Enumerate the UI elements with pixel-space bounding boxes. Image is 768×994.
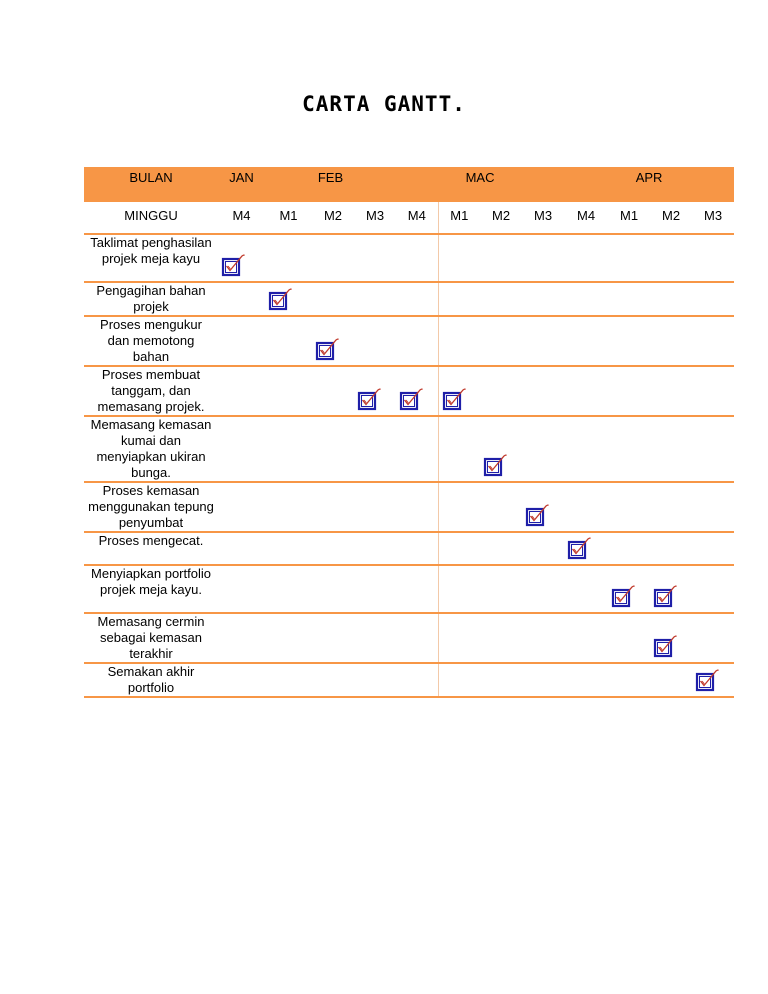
table-row xyxy=(84,366,734,416)
week-slot xyxy=(522,416,564,482)
week-slot xyxy=(608,234,650,282)
week-slot xyxy=(218,416,265,482)
week-slot xyxy=(265,416,312,482)
week-slot xyxy=(312,366,354,416)
week-slot xyxy=(564,532,608,565)
week-slot xyxy=(480,663,522,697)
week-slot xyxy=(692,416,734,482)
week-slot xyxy=(692,532,734,565)
week-slot xyxy=(480,282,522,316)
week-slot xyxy=(608,366,650,416)
week-slot xyxy=(396,316,438,366)
month-feb: FEB xyxy=(265,168,396,202)
week-slot xyxy=(312,316,354,366)
week-slot xyxy=(522,316,564,366)
table-row xyxy=(84,565,734,613)
week-slot xyxy=(650,482,692,532)
week-slot xyxy=(564,282,608,316)
activity-label: Proses mengecat. xyxy=(84,532,218,565)
checkmark-icon xyxy=(567,536,591,560)
week-slot xyxy=(312,663,354,697)
week-slot xyxy=(650,366,692,416)
week-slot xyxy=(480,613,522,663)
week-slot xyxy=(564,234,608,282)
week-slot xyxy=(218,282,265,316)
week-slot xyxy=(265,316,312,366)
week-slot xyxy=(650,613,692,663)
checkmark-icon xyxy=(442,387,466,411)
week-slot xyxy=(396,613,438,663)
week-slot xyxy=(265,366,312,416)
week-slot xyxy=(218,482,265,532)
week-slot xyxy=(608,316,650,366)
activity-label: Memasang cermin sebagai kemasan terakhir xyxy=(84,613,218,663)
week-slot xyxy=(265,613,312,663)
table-row xyxy=(84,613,734,663)
page-title: CARTA GANTT. xyxy=(302,92,466,116)
week-slot xyxy=(480,234,522,282)
week-label: MINGGU xyxy=(84,201,218,234)
week-slot xyxy=(265,532,312,565)
week-slot xyxy=(692,663,734,697)
week-slot xyxy=(438,366,480,416)
table-row xyxy=(84,663,734,697)
week-slot xyxy=(265,663,312,697)
week-slot xyxy=(265,565,312,613)
week-slot xyxy=(522,366,564,416)
activity-label: Proses kemasan menggunakan tepung penyumbat xyxy=(84,482,218,532)
week-slot xyxy=(218,565,265,613)
checkmark-icon xyxy=(695,668,719,692)
week-slot xyxy=(692,613,734,663)
week-slot xyxy=(396,366,438,416)
week-slot xyxy=(522,565,564,613)
week-slot xyxy=(438,565,480,613)
week-slot xyxy=(480,565,522,613)
week-slot xyxy=(354,532,396,565)
checkmark-icon xyxy=(653,634,677,658)
month-label: BULAN xyxy=(84,168,218,202)
week-cell: M4 xyxy=(218,201,265,234)
table-row xyxy=(84,532,734,565)
week-slot xyxy=(564,482,608,532)
week-slot xyxy=(480,482,522,532)
week-slot xyxy=(438,316,480,366)
activity-label: Menyiapkan portfolio projek meja kayu. xyxy=(84,565,218,613)
week-slot xyxy=(312,613,354,663)
week-slot xyxy=(312,565,354,613)
checkmark-icon xyxy=(221,253,245,277)
week-slot xyxy=(522,482,564,532)
week-slot xyxy=(608,663,650,697)
week-slot xyxy=(650,282,692,316)
week-slot xyxy=(218,366,265,416)
week-slot xyxy=(692,482,734,532)
checkmark-icon xyxy=(611,584,635,608)
week-slot xyxy=(218,234,265,282)
week-cell: M4 xyxy=(396,201,438,234)
checkmark-icon xyxy=(653,584,677,608)
week-slot xyxy=(265,282,312,316)
week-slot xyxy=(480,532,522,565)
week-slot xyxy=(692,565,734,613)
week-slot xyxy=(312,416,354,482)
week-slot xyxy=(354,316,396,366)
week-slot xyxy=(354,366,396,416)
week-slot xyxy=(650,316,692,366)
week-slot xyxy=(312,234,354,282)
week-slot xyxy=(354,416,396,482)
week-slot xyxy=(522,234,564,282)
week-slot xyxy=(608,416,650,482)
week-slot xyxy=(438,416,480,482)
week-header-row xyxy=(84,201,734,234)
week-slot xyxy=(564,613,608,663)
week-slot xyxy=(650,416,692,482)
week-slot xyxy=(396,482,438,532)
week-cell: M3 xyxy=(692,201,734,234)
week-slot xyxy=(480,366,522,416)
week-cell: M3 xyxy=(522,201,564,234)
week-slot xyxy=(480,316,522,366)
checkmark-icon xyxy=(483,453,507,477)
week-slot xyxy=(522,663,564,697)
week-slot xyxy=(522,613,564,663)
week-slot xyxy=(354,234,396,282)
week-slot xyxy=(692,366,734,416)
table-row xyxy=(84,282,734,316)
checkmark-icon xyxy=(315,337,339,361)
week-slot xyxy=(438,532,480,565)
week-slot xyxy=(608,282,650,316)
checkmark-icon xyxy=(525,503,549,527)
activity-label: Pengagihan bahan projek xyxy=(84,282,218,316)
week-slot xyxy=(522,282,564,316)
week-slot xyxy=(608,482,650,532)
week-slot xyxy=(650,663,692,697)
checkmark-icon xyxy=(268,287,292,311)
week-slot xyxy=(608,532,650,565)
week-cell: M1 xyxy=(438,201,480,234)
activity-label: Proses membuat tanggam, dan memasang projek. xyxy=(84,366,218,416)
activity-label: Memasang kemasan kumai dan menyiapkan ukiran bunga. xyxy=(84,416,218,482)
week-slot xyxy=(608,565,650,613)
week-slot xyxy=(480,416,522,482)
week-slot xyxy=(354,565,396,613)
week-slot xyxy=(396,282,438,316)
gantt-table xyxy=(84,167,734,698)
week-slot xyxy=(312,482,354,532)
week-slot xyxy=(692,234,734,282)
week-slot xyxy=(218,316,265,366)
week-slot xyxy=(396,416,438,482)
month-apr: APR xyxy=(564,168,734,202)
week-slot xyxy=(650,565,692,613)
week-slot xyxy=(564,565,608,613)
week-cell: M3 xyxy=(354,201,396,234)
week-slot xyxy=(564,316,608,366)
week-slot xyxy=(396,532,438,565)
table-row xyxy=(84,316,734,366)
week-slot xyxy=(564,663,608,697)
week-slot xyxy=(354,663,396,697)
month-jan: JAN xyxy=(218,168,265,202)
table-row xyxy=(84,234,734,282)
week-slot xyxy=(692,316,734,366)
week-slot xyxy=(396,565,438,613)
week-slot xyxy=(396,234,438,282)
checkmark-icon xyxy=(357,387,381,411)
week-cell: M1 xyxy=(265,201,312,234)
week-slot xyxy=(396,663,438,697)
week-slot xyxy=(692,282,734,316)
week-slot xyxy=(438,234,480,282)
week-slot xyxy=(354,482,396,532)
week-slot xyxy=(564,416,608,482)
month-mac: MAC xyxy=(396,168,564,202)
week-slot xyxy=(265,234,312,282)
week-slot xyxy=(522,532,564,565)
week-slot xyxy=(650,532,692,565)
week-slot xyxy=(265,482,312,532)
week-cell: M2 xyxy=(312,201,354,234)
week-cell: M2 xyxy=(650,201,692,234)
table-row xyxy=(84,482,734,532)
week-slot xyxy=(312,282,354,316)
week-slot xyxy=(650,234,692,282)
week-slot xyxy=(218,532,265,565)
week-slot xyxy=(218,663,265,697)
month-header-row xyxy=(84,168,734,202)
week-cell: M1 xyxy=(608,201,650,234)
checkmark-icon xyxy=(399,387,423,411)
week-slot xyxy=(312,532,354,565)
week-slot xyxy=(438,613,480,663)
activity-label: Proses mengukur dan memotong bahan xyxy=(84,316,218,366)
week-slot xyxy=(218,613,265,663)
week-slot xyxy=(438,663,480,697)
week-cell: M4 xyxy=(564,201,608,234)
activity-label: Semakan akhir portfolio xyxy=(84,663,218,697)
week-cell: M2 xyxy=(480,201,522,234)
activity-label: Taklimat penghasilan projek meja kayu xyxy=(84,234,218,282)
week-slot xyxy=(438,482,480,532)
week-slot xyxy=(354,613,396,663)
week-slot xyxy=(564,366,608,416)
week-slot xyxy=(608,613,650,663)
week-slot xyxy=(438,282,480,316)
week-slot xyxy=(354,282,396,316)
table-row xyxy=(84,416,734,482)
